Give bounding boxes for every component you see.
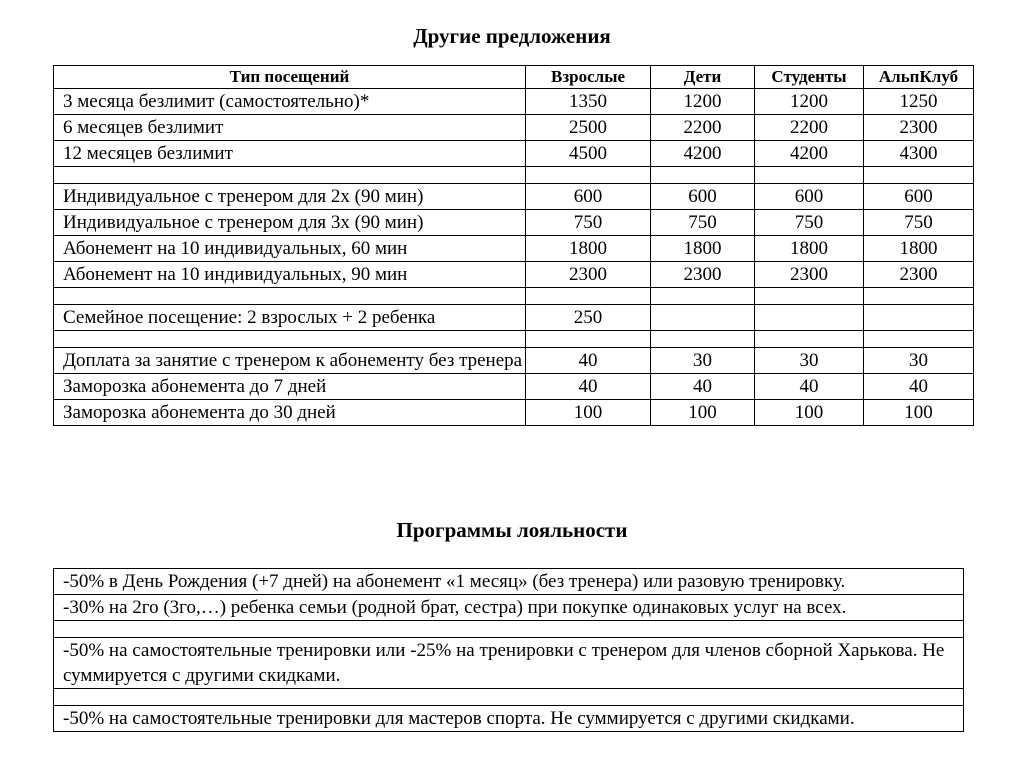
offers-table <box>53 65 974 426</box>
price-cell: 750 <box>864 210 974 236</box>
row-label: Доплата за занятие с тренером к абонементу без тренера <box>54 348 526 374</box>
list-item <box>54 595 964 621</box>
price-cell: 2300 <box>864 262 974 288</box>
price-cell: 750 <box>526 210 651 236</box>
spacer-cell <box>526 331 651 348</box>
price-cell: 600 <box>651 184 755 210</box>
price-cell: 1800 <box>651 236 755 262</box>
table-row <box>54 115 974 141</box>
price-cell: 2200 <box>651 115 755 141</box>
price-cell: 100 <box>864 400 974 426</box>
spacer-row <box>54 331 974 348</box>
spacer-cell <box>54 331 526 348</box>
row-label: 3 месяца безлимит (самостоятельно)* <box>54 89 526 115</box>
header-children: Дети <box>651 66 755 89</box>
loyalty-text: -50% на самостоятельные тренировки или -25% на тренировки с тренером для членов сборной Харькова. Не суммируется с другими скидками. <box>54 638 964 689</box>
price-cell: 4200 <box>755 141 864 167</box>
spacer-cell <box>864 167 974 184</box>
price-cell: 1200 <box>755 89 864 115</box>
header-adults: Взрослые <box>526 66 651 89</box>
price-cell: 1200 <box>651 89 755 115</box>
table-row <box>54 210 974 236</box>
list-item <box>54 638 964 689</box>
spacer-cell <box>54 621 964 638</box>
row-label: Заморозка абонемента до 7 дней <box>54 374 526 400</box>
price-cell: 1250 <box>864 89 974 115</box>
price-cell: 30 <box>651 348 755 374</box>
price-cell: 1800 <box>864 236 974 262</box>
list-item <box>54 706 964 732</box>
spacer-cell <box>755 331 864 348</box>
price-cell: 750 <box>651 210 755 236</box>
price-cell: 600 <box>526 184 651 210</box>
header-visit-type: Тип посещений <box>54 66 526 89</box>
spacer-cell <box>54 288 526 305</box>
price-cell: 600 <box>755 184 864 210</box>
table-row <box>54 184 974 210</box>
spacer-cell <box>864 331 974 348</box>
price-cell: 40 <box>526 348 651 374</box>
price-cell: 40 <box>651 374 755 400</box>
spacer-cell <box>864 288 974 305</box>
spacer-cell <box>526 167 651 184</box>
spacer-row <box>54 621 964 638</box>
price-cell: 2300 <box>651 262 755 288</box>
loyalty-text: -30% на 2го (3го,…) ребенка семьи (родной брат, сестра) при покупке одинаковых услуг на всех. <box>54 595 964 621</box>
table-row <box>54 262 974 288</box>
price-cell: 4500 <box>526 141 651 167</box>
row-label: 6 месяцев безлимит <box>54 115 526 141</box>
spacer-cell <box>651 167 755 184</box>
table-row <box>54 400 974 426</box>
price-cell: 40 <box>755 374 864 400</box>
price-cell: 4200 <box>651 141 755 167</box>
offers-title: Другие предложения <box>413 24 611 48</box>
price-cell: 4300 <box>864 141 974 167</box>
price-cell: 2300 <box>526 262 651 288</box>
price-cell: 30 <box>864 348 974 374</box>
price-cell: 750 <box>755 210 864 236</box>
price-cell: 1350 <box>526 89 651 115</box>
table-row <box>54 305 974 331</box>
price-cell <box>755 305 864 331</box>
price-cell: 40 <box>526 374 651 400</box>
price-cell: 100 <box>526 400 651 426</box>
spacer-cell <box>526 288 651 305</box>
price-cell: 1800 <box>526 236 651 262</box>
loyalty-table <box>53 568 964 732</box>
price-cell: 600 <box>864 184 974 210</box>
price-cell: 2200 <box>755 115 864 141</box>
table-row <box>54 89 974 115</box>
spacer-cell <box>755 288 864 305</box>
offers-header-row <box>54 66 974 89</box>
price-cell <box>651 305 755 331</box>
spacer-cell <box>651 288 755 305</box>
spacer-cell <box>755 167 864 184</box>
loyalty-text: -50% на самостоятельные тренировки для мастеров спорта. Не суммируется с другими скидками. <box>54 706 964 732</box>
price-cell: 40 <box>864 374 974 400</box>
row-label: Индивидуальное с тренером для 2х (90 мин) <box>54 184 526 210</box>
row-label: Индивидуальное с тренером для 3х (90 мин) <box>54 210 526 236</box>
list-item <box>54 569 964 595</box>
spacer-cell <box>54 167 526 184</box>
spacer-cell <box>651 331 755 348</box>
row-label: 12 месяцев безлимит <box>54 141 526 167</box>
loyalty-title: Программы лояльности <box>396 518 628 542</box>
row-label: Абонемент на 10 индивидуальных, 90 мин <box>54 262 526 288</box>
price-cell: 2500 <box>526 115 651 141</box>
price-cell: 2300 <box>864 115 974 141</box>
spacer-row <box>54 167 974 184</box>
header-alpclub: АльпКлуб <box>864 66 974 89</box>
header-students: Студенты <box>755 66 864 89</box>
price-cell: 100 <box>755 400 864 426</box>
spacer-cell <box>54 689 964 706</box>
row-label: Заморозка абонемента до 30 дней <box>54 400 526 426</box>
loyalty-text: -50% в День Рождения (+7 дней) на абонемент «1 месяц» (без тренера) или разовую тренировку. <box>54 569 964 595</box>
row-label: Семейное посещение: 2 взрослых + 2 ребенка <box>54 305 526 331</box>
price-cell: 100 <box>651 400 755 426</box>
price-cell: 250 <box>526 305 651 331</box>
spacer-row <box>54 288 974 305</box>
table-row <box>54 374 974 400</box>
price-cell: 2300 <box>755 262 864 288</box>
price-cell: 30 <box>755 348 864 374</box>
row-label: Абонемент на 10 индивидуальных, 60 мин <box>54 236 526 262</box>
spacer-row <box>54 689 964 706</box>
table-row <box>54 141 974 167</box>
table-row <box>54 236 974 262</box>
price-cell: 1800 <box>755 236 864 262</box>
table-row <box>54 348 974 374</box>
price-cell <box>864 305 974 331</box>
